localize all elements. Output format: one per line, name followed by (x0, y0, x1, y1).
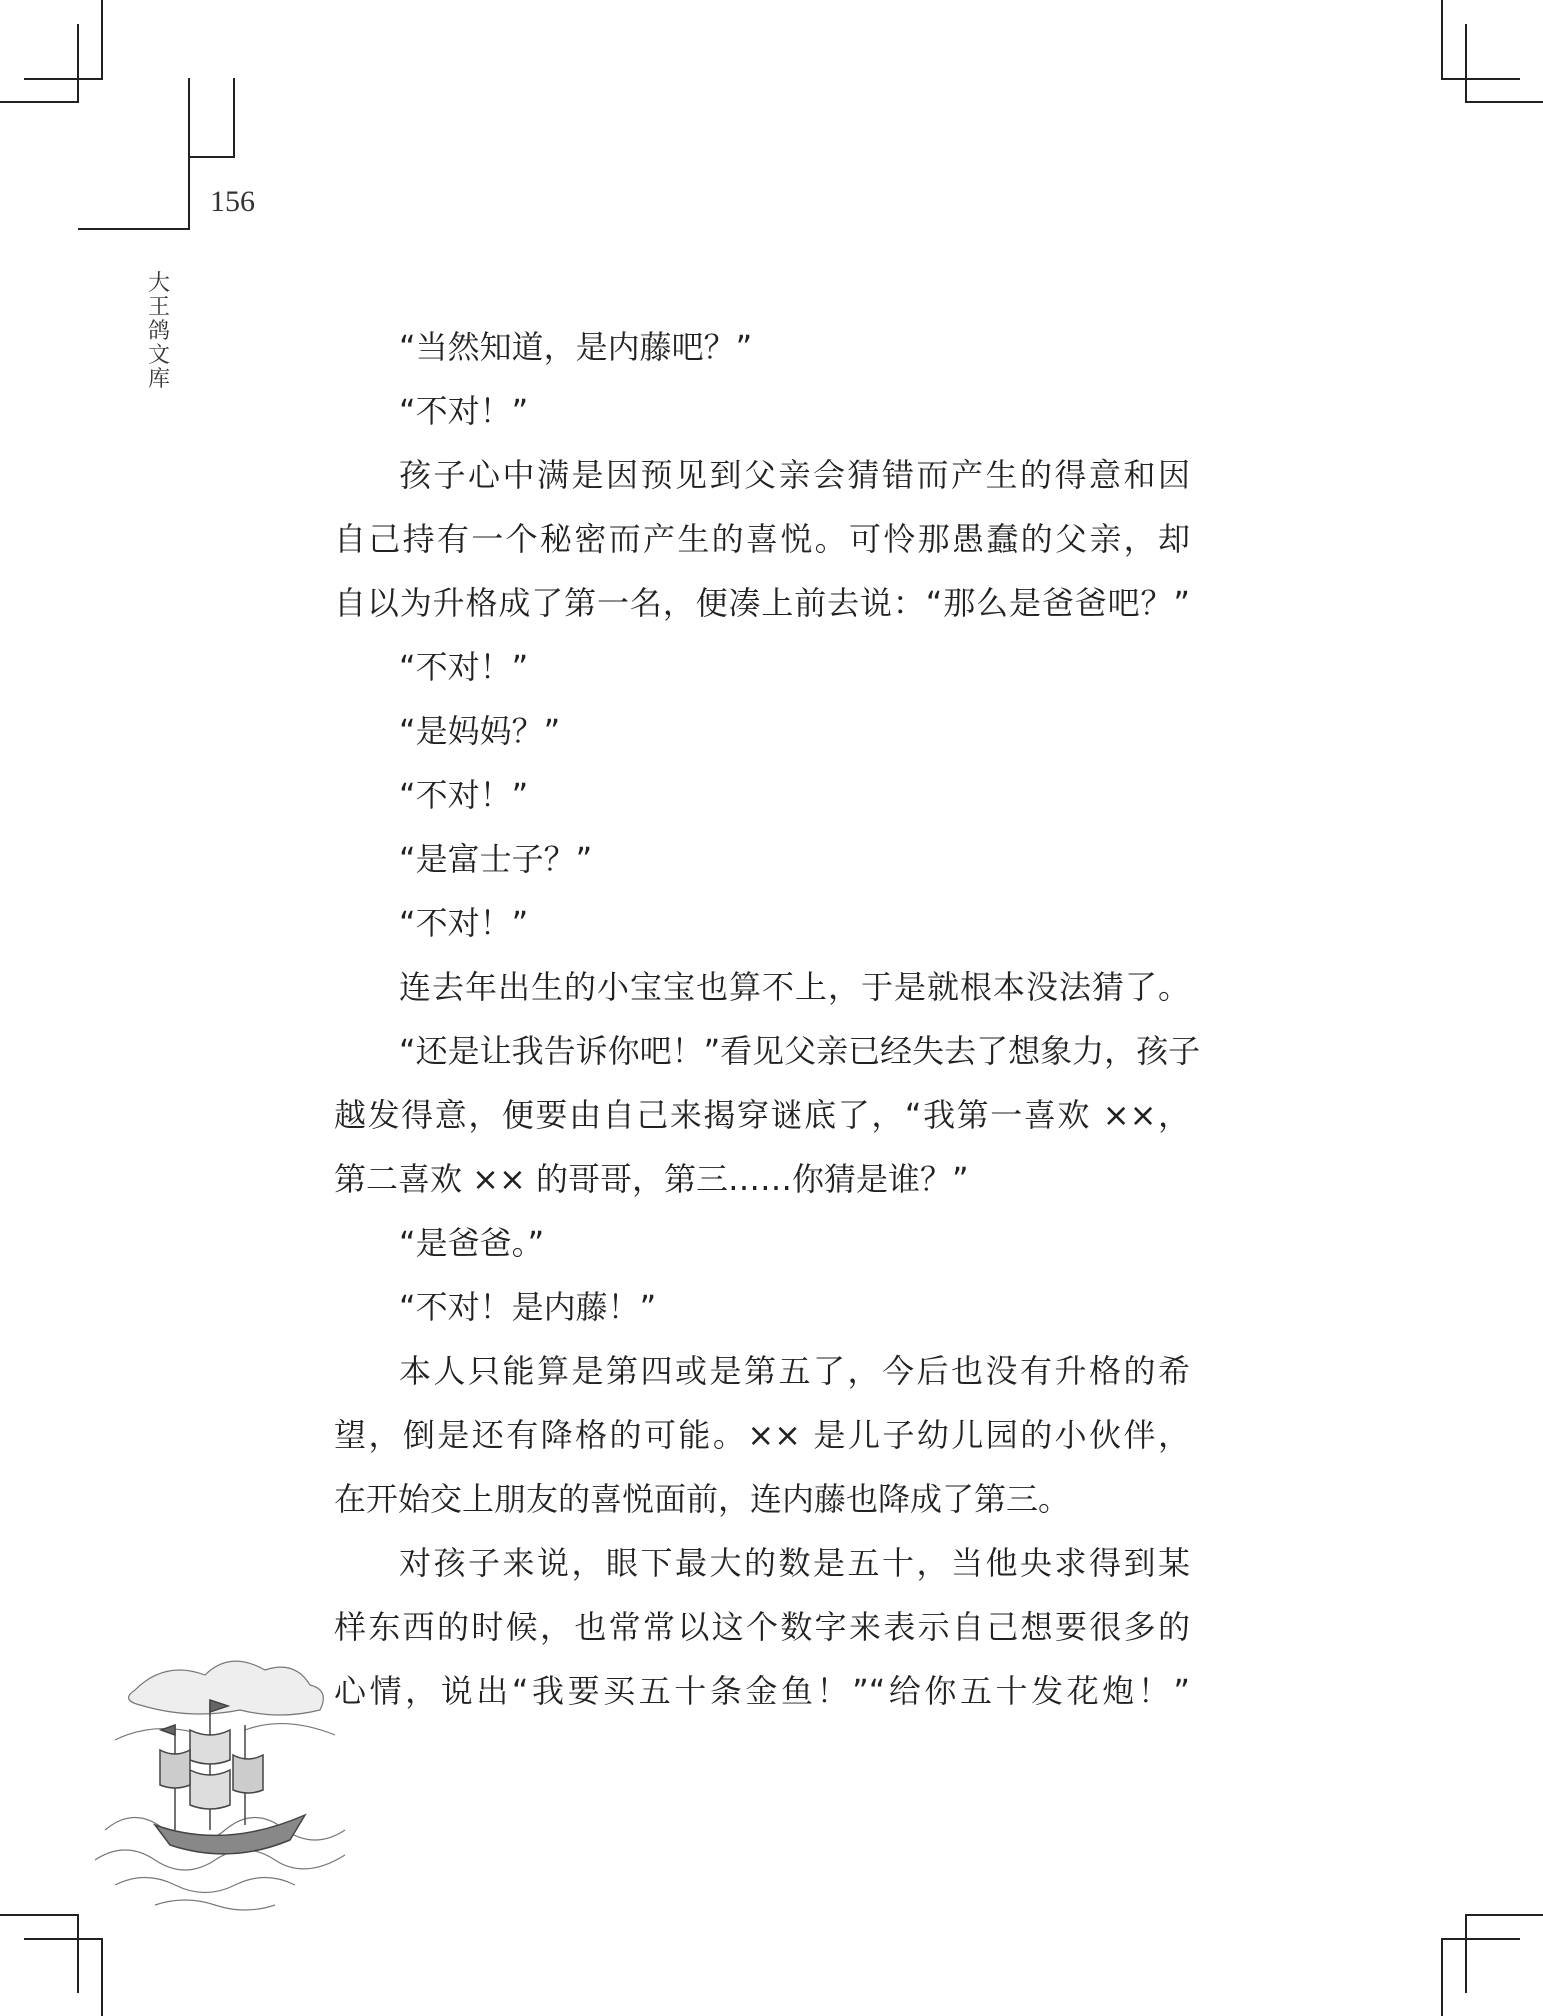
header-rule (233, 78, 235, 158)
text-line: 样东西的时候，也常常以这个数字来表示自己想要很多的 (334, 1608, 1190, 1646)
text-line: “是富士子？” (399, 840, 593, 878)
text-line: “是爸爸。” (399, 1224, 545, 1262)
text-line: 自己持有一个秘密而产生的喜悦。可怜那愚蠢的父亲，却 (334, 520, 1190, 558)
series-title-char: 鸽 (147, 319, 170, 344)
header-rule (188, 156, 235, 158)
crop-mark (24, 78, 103, 80)
crop-mark (1465, 24, 1467, 103)
series-title-char: 大 (147, 271, 170, 296)
text-line: 第二喜欢 ×× 的哥哥，第三……你猜是谁？” (334, 1160, 969, 1198)
text-line: “还是让我告诉你吧！”看见父亲已经失去了想象力，孩子 (399, 1032, 1201, 1070)
text-line: “不对！” (399, 392, 529, 430)
page-number: 156 (210, 185, 255, 218)
crop-mark (0, 101, 79, 103)
crop-mark (1441, 1938, 1520, 1940)
text-line: 孩子心中满是因预见到父亲会猜错而产生的得意和因 (399, 456, 1190, 494)
crop-mark (77, 24, 79, 103)
crop-mark (24, 1938, 103, 1940)
text-line: 连去年出生的小宝宝也算不上，于是就根本没法猜了。 (399, 968, 1190, 1006)
crop-mark (101, 0, 103, 79)
text-line: 心情，说出“我要买五十条金鱼！”“给你五十发花炮！” (334, 1672, 1190, 1710)
text-line: “不对！是内藤！” (399, 1288, 657, 1326)
text-line: “当然知道，是内藤吧？” (399, 328, 753, 366)
text-line: “不对！” (399, 776, 529, 814)
crop-mark (1465, 1914, 1543, 1916)
series-title-char: 王 (147, 295, 170, 320)
crop-mark (0, 1914, 79, 1916)
crop-mark (101, 1938, 103, 2016)
text-line: 望，倒是还有降格的可能。×× 是儿子幼儿园的小伙伴， (334, 1416, 1190, 1454)
body-text (334, 315, 1201, 1723)
series-title-char: 文 (147, 343, 170, 368)
text-line: “不对！” (399, 648, 529, 686)
text-line: 越发得意，便要由自己来揭穿谜底了，“我第一喜欢 ××， (334, 1096, 1190, 1134)
crop-mark (77, 1914, 79, 1993)
crop-mark (1441, 78, 1520, 80)
text-line: “是妈妈？” (399, 712, 561, 750)
text-line: 自以为升格成了第一名，便凑上前去说：“那么是爸爸吧？” (334, 584, 1190, 622)
crop-mark (1441, 0, 1443, 79)
header-rule (188, 78, 190, 230)
series-title-char: 库 (147, 367, 170, 392)
crop-mark (1465, 1914, 1467, 1993)
crop-mark (1441, 1938, 1443, 2016)
text-line: 在开始交上朋友的喜悦面前，连内藤也降成了第三。 (334, 1480, 1071, 1518)
text-line: 本人只能算是第四或是第五了，今后也没有升格的希 (399, 1352, 1190, 1390)
series-title (146, 272, 172, 392)
crop-mark (1465, 101, 1543, 103)
text-line: “不对！” (399, 904, 529, 942)
ship-illustration (95, 1630, 355, 1920)
header-rule (78, 228, 190, 230)
text-line: 对孩子来说，眼下最大的数是五十，当他央求得到某 (399, 1544, 1190, 1582)
